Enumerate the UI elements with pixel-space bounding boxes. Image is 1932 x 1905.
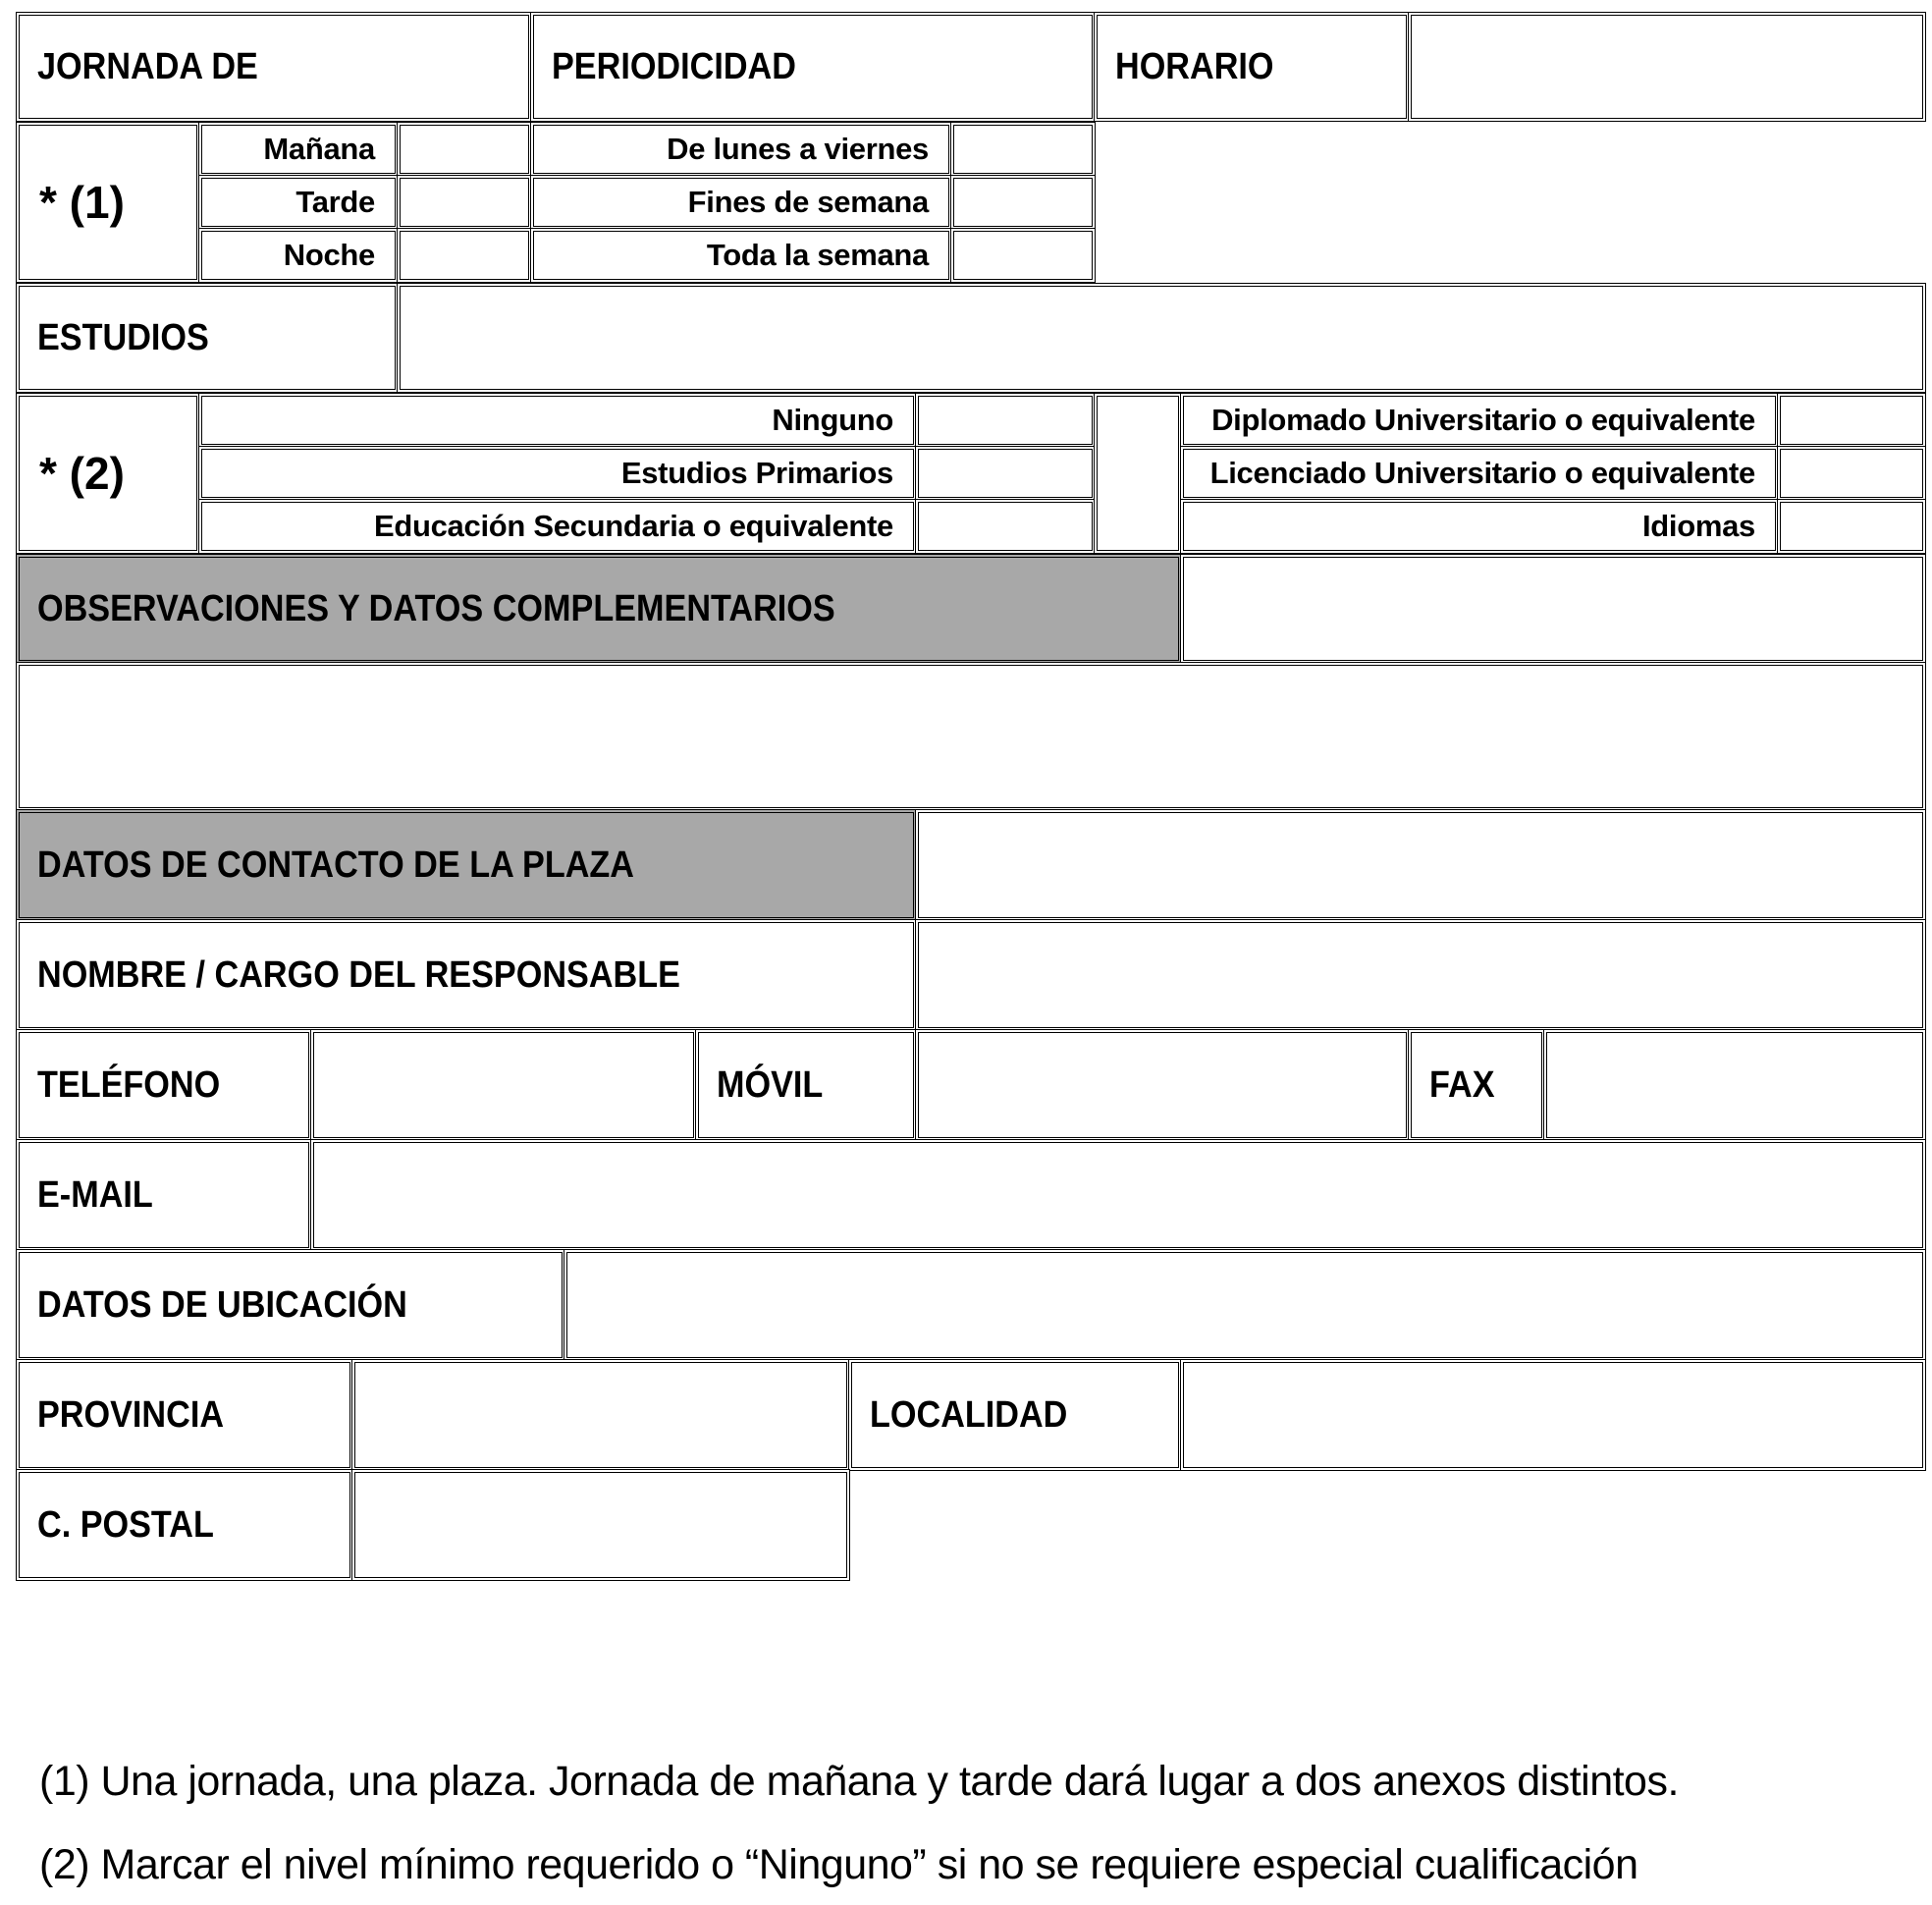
telefono-field[interactable] — [310, 1029, 697, 1141]
footnote-1: (1) Una jornada, una plaza. Jornada de mañana y tarde dará lugar a dos anexos distintos. — [39, 1758, 1679, 1805]
contacto-header-blank — [915, 809, 1926, 921]
estudios-option-idiomas: Idiomas — [1180, 499, 1779, 554]
provincia-cell — [16, 1359, 353, 1471]
telefono-label: TELÉFONO — [37, 1063, 221, 1106]
estudios-checkbox-licenciado[interactable] — [1777, 446, 1926, 501]
responsable-field[interactable] — [915, 919, 1926, 1031]
jornada-label: JORNADA DE — [37, 45, 258, 87]
periodicidad-checkbox-lunes-viernes[interactable] — [950, 122, 1096, 177]
periodicidad-header — [530, 12, 1096, 122]
email-cell — [16, 1139, 312, 1251]
estudios-option-diplomado: Diplomado Universitario o equivalente — [1180, 393, 1779, 448]
periodicidad-label: PERIODICIDAD — [552, 45, 796, 87]
estudios-option-primarios: Estudios Primarios — [198, 446, 917, 501]
jornada-option-tarde: Tarde — [198, 175, 399, 230]
fax-label: FAX — [1429, 1063, 1495, 1106]
footnote-2: (2) Marcar el nivel mínimo requerido o “Ninguno” si no se requiere especial cualificación — [39, 1841, 1638, 1888]
estudios-checkbox-ninguno[interactable] — [915, 393, 1096, 448]
cpostal-cell — [16, 1469, 353, 1581]
cpostal-field[interactable] — [351, 1469, 850, 1581]
estudios-checkbox-primarios[interactable] — [915, 446, 1096, 501]
horario-header — [1094, 12, 1410, 122]
contacto-label: DATOS DE CONTACTO DE LA PLAZA — [37, 844, 635, 886]
estudios-option-licenciado: Licenciado Universitario o equivalente — [1180, 446, 1779, 501]
observaciones-field[interactable] — [16, 662, 1926, 811]
observaciones-label: OBSERVACIONES Y DATOS COMPLEMENTARIOS — [37, 587, 835, 629]
telefono-cell — [16, 1029, 312, 1141]
observaciones-header — [16, 554, 1182, 664]
horario-field[interactable] — [1408, 12, 1926, 122]
horario-label: HORARIO — [1115, 45, 1274, 87]
group2-marker — [16, 393, 200, 554]
estudios-spacer — [1094, 393, 1182, 554]
estudios-field[interactable] — [397, 283, 1926, 393]
provincia-field[interactable] — [351, 1359, 850, 1471]
periodicidad-option-lunes-viernes: De lunes a viernes — [530, 122, 952, 177]
movil-field[interactable] — [915, 1029, 1410, 1141]
responsable-label: NOMBRE / CARGO DEL RESPONSABLE — [37, 953, 680, 996]
estudios-checkbox-secundaria[interactable] — [915, 499, 1096, 554]
email-label: E-MAIL — [37, 1173, 153, 1216]
jornada-checkbox-tarde[interactable] — [397, 175, 532, 230]
estudios-header — [16, 283, 399, 393]
fax-field[interactable] — [1543, 1029, 1926, 1141]
localidad-cell — [848, 1359, 1182, 1471]
group2-marker-text: * (2) — [39, 448, 125, 499]
group1-marker — [16, 122, 200, 283]
estudios-checkbox-idiomas[interactable] — [1777, 499, 1926, 554]
jornada-header — [16, 12, 532, 122]
periodicidad-option-toda: Toda la semana — [530, 228, 952, 283]
group1-marker-text: * (1) — [39, 177, 125, 228]
localidad-field[interactable] — [1180, 1359, 1926, 1471]
estudios-checkbox-diplomado[interactable] — [1777, 393, 1926, 448]
estudios-label: ESTUDIOS — [37, 316, 209, 358]
estudios-option-secundaria: Educación Secundaria o equivalente — [198, 499, 917, 554]
jornada-option-noche: Noche — [198, 228, 399, 283]
email-field[interactable] — [310, 1139, 1926, 1251]
fax-cell — [1408, 1029, 1545, 1141]
periodicidad-checkbox-toda[interactable] — [950, 228, 1096, 283]
periodicidad-checkbox-fines[interactable] — [950, 175, 1096, 230]
estudios-option-ninguno: Ninguno — [198, 393, 917, 448]
provincia-label: PROVINCIA — [37, 1393, 225, 1436]
jornada-checkbox-manana[interactable] — [397, 122, 532, 177]
movil-label: MÓVIL — [717, 1063, 824, 1106]
localidad-label: LOCALIDAD — [870, 1393, 1068, 1436]
jornada-option-manana: Mañana — [198, 122, 399, 177]
ubicacion-label: DATOS DE UBICACIÓN — [37, 1283, 407, 1326]
ubicacion-cell — [16, 1249, 565, 1361]
cpostal-label: C. POSTAL — [37, 1503, 214, 1546]
responsable-cell — [16, 919, 917, 1031]
movil-cell — [695, 1029, 917, 1141]
observaciones-header-blank — [1180, 554, 1926, 664]
jornada-checkbox-noche[interactable] — [397, 228, 532, 283]
ubicacion-field[interactable] — [564, 1249, 1926, 1361]
periodicidad-option-fines: Fines de semana — [530, 175, 952, 230]
contacto-header — [16, 809, 917, 921]
